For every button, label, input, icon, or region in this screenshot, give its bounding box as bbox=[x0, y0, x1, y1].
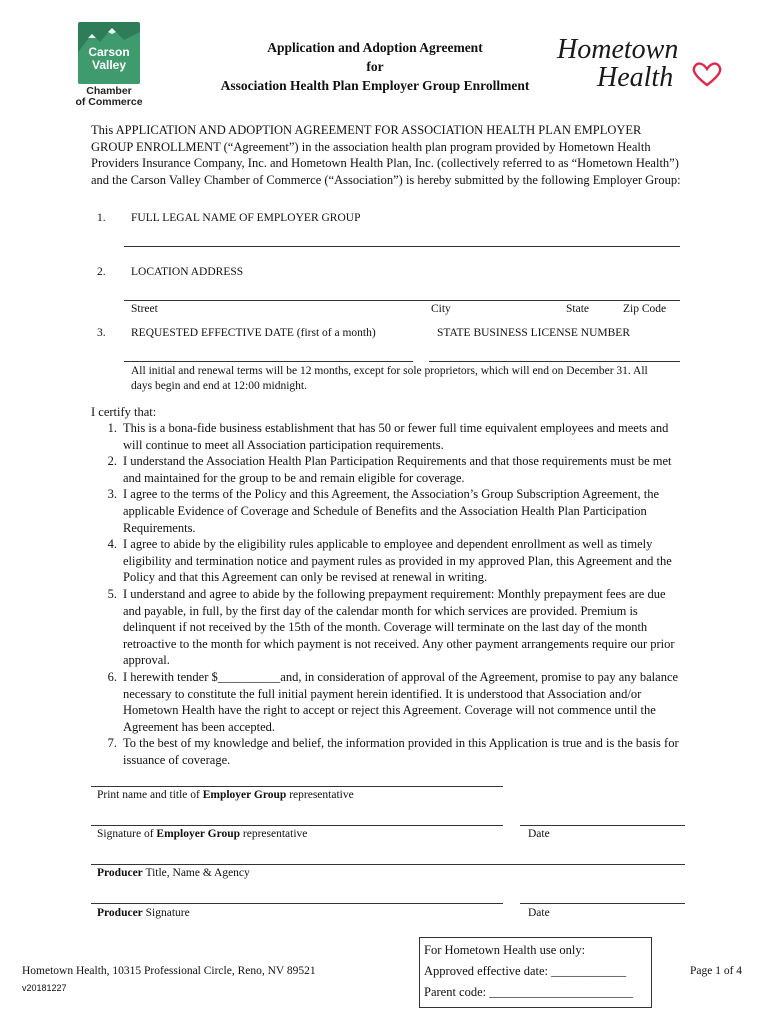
producer-signature-label bbox=[97, 906, 190, 921]
brand-line2: Health bbox=[597, 62, 674, 93]
logo-line1: Carson bbox=[88, 45, 130, 59]
internal-use-box bbox=[419, 937, 652, 1008]
item-text: and, in consideration of approval of the Agreement, promise to pay any balance necessary to constitute the full initial payment herein identified. It is understood that Association and/or Hometown Health have the right to accept or reject this Agreement. Coverage will not commence until the Agreement has been accepted. bbox=[123, 669, 679, 734]
label-bold: Producer bbox=[97, 867, 143, 879]
heart-icon bbox=[690, 60, 724, 88]
label-part: Print name and title of bbox=[97, 789, 203, 801]
item-number: 7. bbox=[107, 736, 117, 751]
state-label: State bbox=[566, 303, 589, 315]
approved-date-field[interactable]: Approved effective date: ____________ bbox=[424, 964, 627, 978]
item-number: 2. bbox=[107, 454, 117, 469]
item-number: 5. bbox=[107, 586, 117, 601]
date2-line[interactable] bbox=[520, 903, 685, 904]
title-line3: Association Health Plan Employer Group Enrollment bbox=[220, 78, 530, 93]
producer-line[interactable] bbox=[91, 864, 685, 865]
label-part: representative bbox=[286, 789, 354, 801]
intro-paragraph: This APPLICATION AND ADOPTION AGREEMENT FOR ASSOCIATION HEALTH PLAN EMPLOYER GROUP ENROLLMENT (“Agreement”) in the association health plan program provided by Hometown Health Providers Insurance Company, Inc. and Hometown Health Plan, Inc. (collectively referred to as “Hometown Health”) and the Carson Valley Chamber of Commerce (“Association”) is hereby submitted by the following Employer Group: bbox=[91, 123, 681, 187]
title-line1: Application and Adoption Agreement bbox=[267, 40, 483, 55]
employer-signature-label bbox=[97, 827, 307, 842]
effective-date-line[interactable] bbox=[124, 361, 413, 362]
item-text: To the best of my knowledge and belief, the information provided in this Application is true and is the basis for issuance of coverage. bbox=[123, 736, 679, 767]
field1-label: FULL LEGAL NAME OF EMPLOYER GROUP bbox=[131, 212, 361, 224]
label-part: Signature bbox=[142, 907, 190, 919]
hometown-health-logo bbox=[557, 36, 678, 92]
footer-address: Hometown Health, 10315 Professional Circle, Reno, NV 89521 bbox=[22, 965, 316, 977]
certify-item bbox=[91, 486, 681, 536]
item-text: I understand the Association Health Plan Participation Requirements and that those requirements must be met and maintained for the group to be and remain eligible for coverage. bbox=[123, 454, 672, 485]
print-name-line[interactable] bbox=[91, 786, 503, 787]
certify-heading: I certify that: bbox=[91, 405, 157, 419]
tender-amount-blank[interactable]: __________ bbox=[217, 669, 281, 684]
label-bold: Employer Group bbox=[156, 828, 241, 840]
date1-label: Date bbox=[528, 828, 550, 840]
tender-prefix: I herewith tender $ bbox=[123, 669, 218, 684]
field2-number: 2. bbox=[97, 266, 106, 278]
license-label: STATE BUSINESS LICENSE NUMBER bbox=[437, 327, 631, 339]
field1-number: 1. bbox=[97, 212, 106, 224]
certify-item bbox=[91, 536, 681, 586]
label-part: representative bbox=[240, 828, 308, 840]
box-title: For Hometown Health use only: bbox=[424, 943, 586, 957]
print-name-label bbox=[97, 788, 354, 803]
street-label: Street bbox=[131, 303, 158, 315]
chamber-logo bbox=[78, 22, 140, 84]
field3-number: 3. bbox=[97, 327, 106, 339]
logo-line4: of Commerce bbox=[75, 96, 143, 108]
certify-item bbox=[91, 735, 681, 768]
certify-item bbox=[91, 586, 681, 669]
brand-line1: Hometown bbox=[557, 34, 679, 65]
item-text: I agree to abide by the eligibility rules applicable to employee and dependent enrollment as well as timely eligibility and termination notice and payment rules as provided in my approved Plan, this Agreement and the Policy and that this Agreement can only be revised at renewal in writing. bbox=[123, 537, 672, 585]
document-title bbox=[170, 38, 580, 95]
city-label: City bbox=[431, 303, 451, 315]
item-text: I understand and agree to abide by the following prepayment requirement: Monthly prepayment fees are due and payable, in full, by the first day of the calendar month for which services are provided. Premium is delinquent if not received by the 15th of the month. Coverage will terminate on the last day of the month retroactive to the month for which payment is not received. Any other payment arrangements require our prior approval. bbox=[123, 586, 675, 668]
certify-item bbox=[91, 669, 681, 735]
item-number: 3. bbox=[107, 487, 117, 502]
field3-label: REQUESTED EFFECTIVE DATE (first of a month) bbox=[131, 327, 376, 339]
producer-label bbox=[97, 866, 250, 881]
label-part: Title, Name & Agency bbox=[142, 867, 250, 879]
label-bold: Producer bbox=[97, 907, 143, 919]
item-number: 6. bbox=[107, 669, 117, 684]
logo-line3: Chamber bbox=[86, 85, 132, 97]
parent-code-field[interactable]: Parent code: _______________________ bbox=[424, 985, 634, 999]
date1-line[interactable] bbox=[520, 825, 685, 826]
certify-item bbox=[91, 453, 681, 486]
item-text: I agree to the terms of the Policy and this Agreement, the Association’s Group Subscription Agreement, the applicable Evidence of Coverage and Schedule of Benefits and the Association Health Plan Participation Requirements. bbox=[123, 487, 659, 535]
field2-label: LOCATION ADDRESS bbox=[131, 266, 244, 278]
date2-label: Date bbox=[528, 907, 550, 919]
address-line[interactable] bbox=[124, 300, 680, 301]
zip-label: Zip Code bbox=[623, 303, 667, 315]
employer-signature-line[interactable] bbox=[91, 825, 503, 826]
certify-item bbox=[91, 420, 681, 453]
label-bold: Employer Group bbox=[202, 789, 287, 801]
employer-name-line[interactable] bbox=[124, 246, 680, 247]
license-number-line[interactable] bbox=[429, 361, 680, 362]
label-part: Signature of bbox=[97, 828, 157, 840]
title-line2: for bbox=[366, 59, 384, 74]
page-number: Page 1 of 4 bbox=[690, 965, 743, 977]
logo-caption bbox=[72, 86, 146, 108]
item-text: This is a bona-fide business establishment that has 50 or fewer full time equivalent employees and meets and will continue to meet all Association participation requirements. bbox=[123, 421, 669, 452]
item-number: 4. bbox=[107, 537, 117, 552]
certify-list bbox=[91, 420, 681, 768]
terms-note: All initial and renewal terms will be 12 months, except for sole proprietors, which will end on December 31. All days begin and end at 12:00 midnight. bbox=[131, 365, 648, 392]
version-code: v20181227 bbox=[22, 983, 67, 993]
item-number: 1. bbox=[107, 421, 117, 435]
logo-line2: Valley bbox=[91, 58, 127, 72]
producer-signature-line[interactable] bbox=[91, 903, 503, 904]
